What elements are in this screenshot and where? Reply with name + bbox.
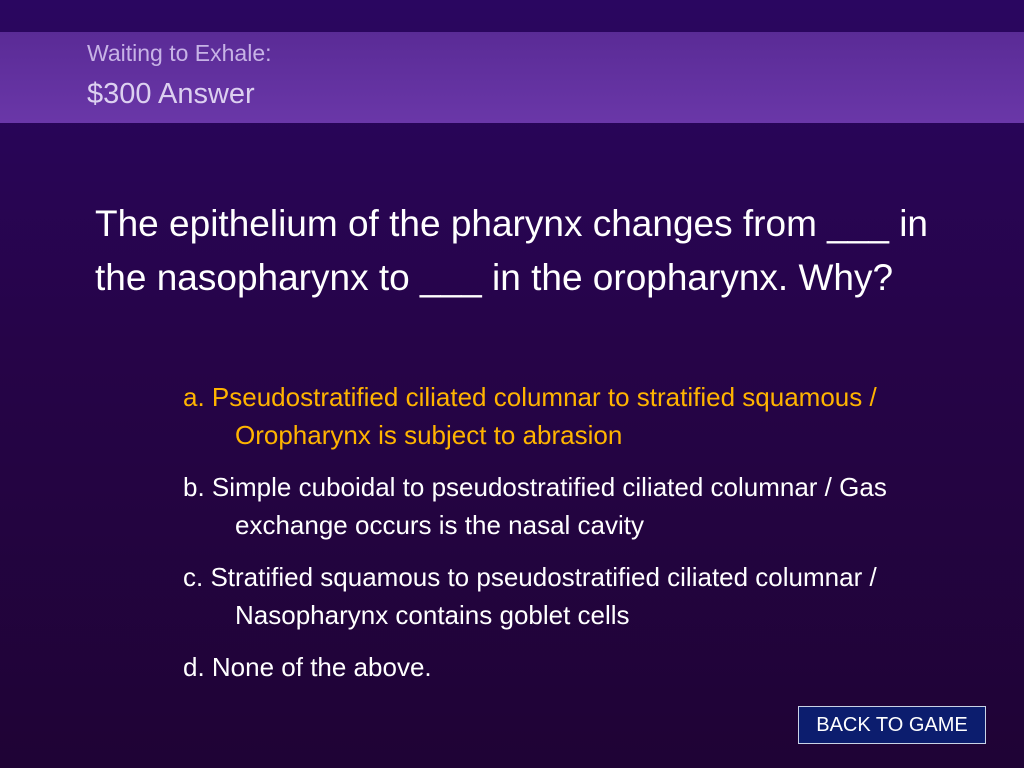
answer-option-d: d. None of the above. [183, 652, 432, 682]
answer-option-c: c. Stratified squamous to pseudostratified ciliated columnar / Nasopharynx contains goblet cells [183, 562, 877, 630]
answer-option-b: b. Simple cuboidal to pseudostratified ciliated columnar / Gas exchange occurs is the nasal cavity [183, 472, 887, 540]
category-title: Waiting to Exhale: [87, 40, 272, 66]
question-text: The epithelium of the pharynx changes from ___ in the nasopharynx to ___ in the oropharynx. Why? [95, 203, 928, 298]
answer-option-a: a. Pseudostratified ciliated columnar to stratified squamous / Oropharynx is subject to abrasion [183, 382, 877, 450]
back-to-game-button[interactable]: BACK TO GAME [798, 706, 986, 744]
answer-options-list [183, 378, 973, 700]
point-value-title: $300 Answer [87, 78, 255, 110]
